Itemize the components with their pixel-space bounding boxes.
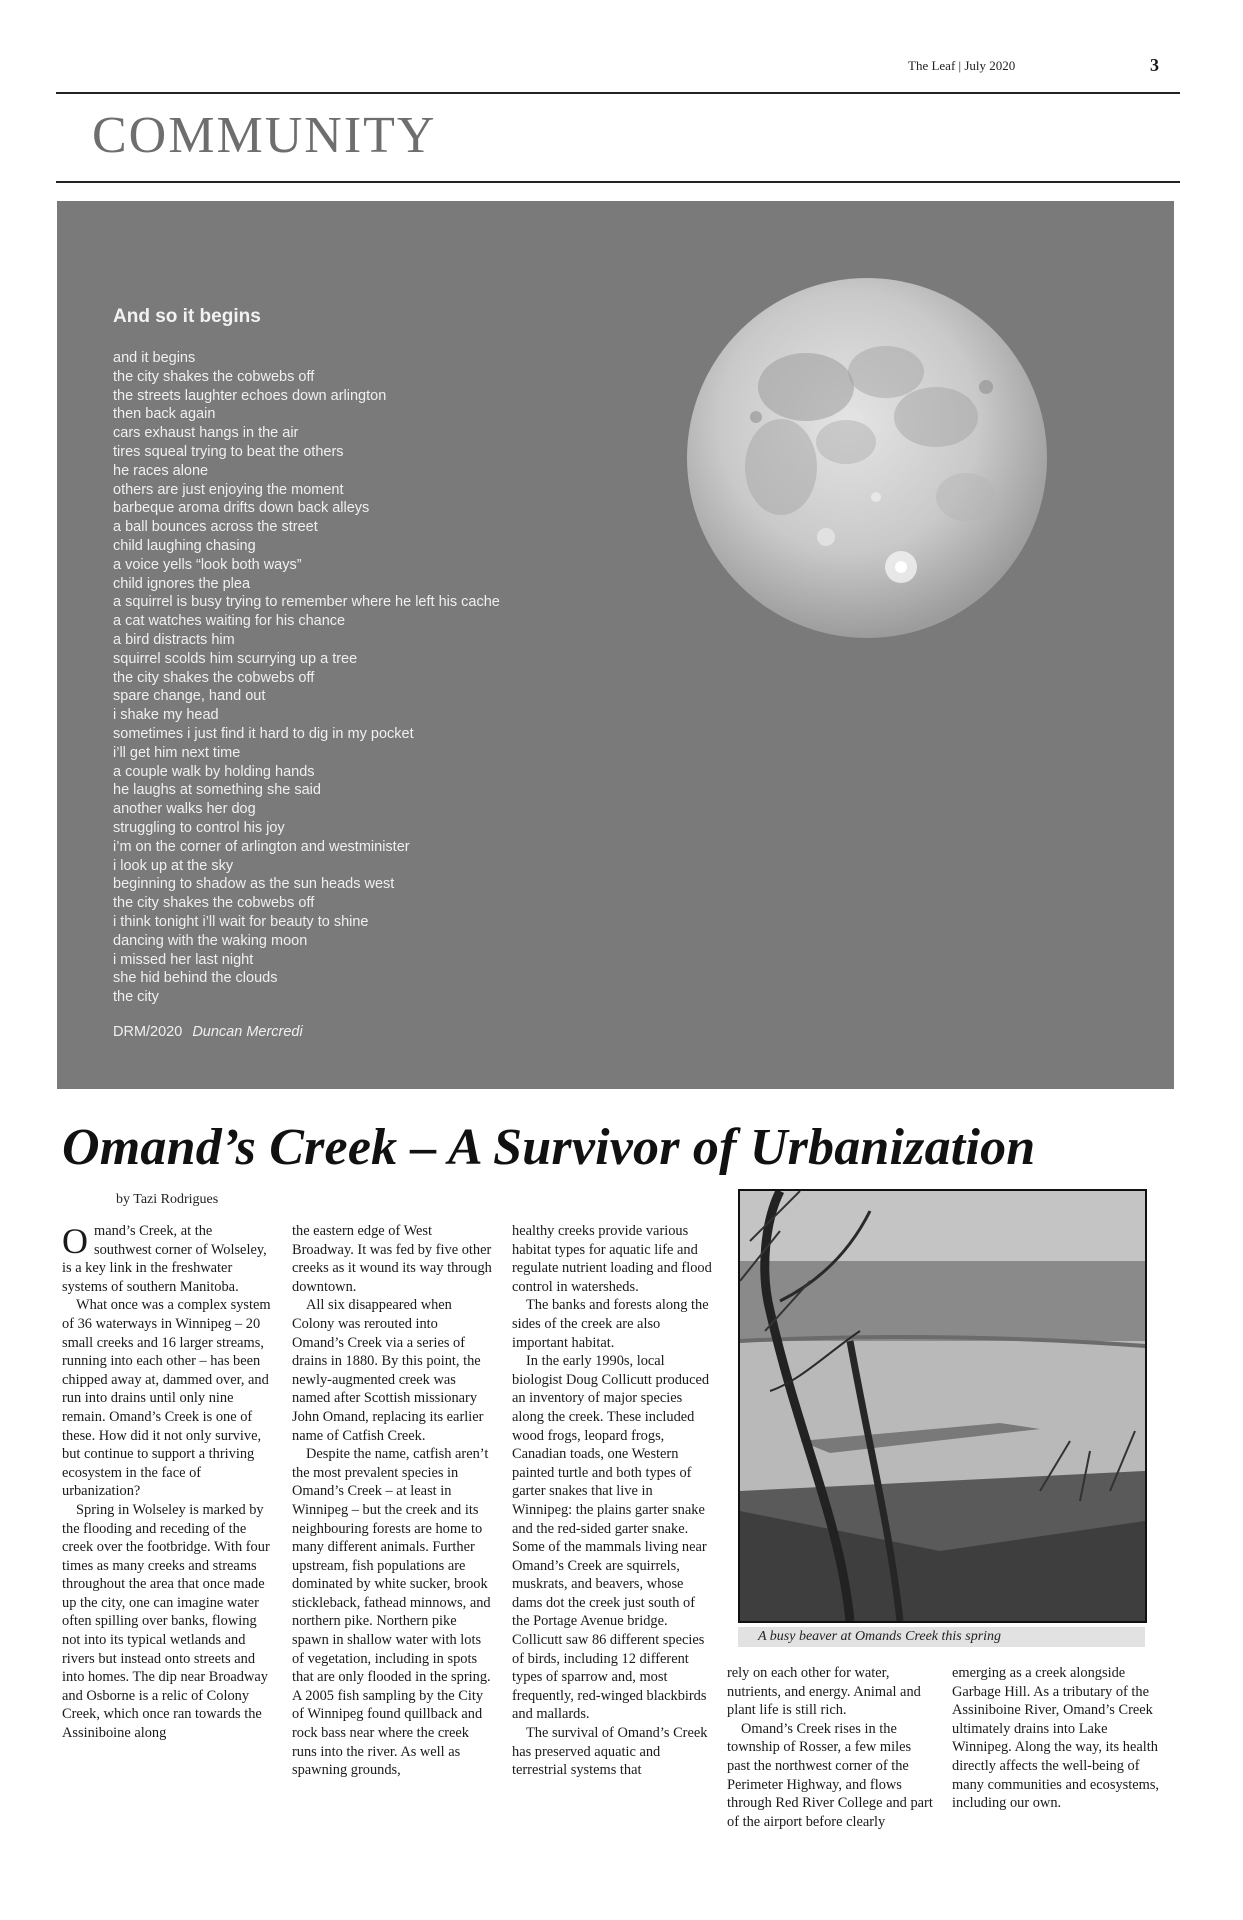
poem-line: child ignores the plea: [113, 575, 251, 592]
paragraph: The survival of Omand’s Creek has preserved aquatic and terrestrial systems that: [512, 1725, 708, 1779]
poem-line: i shake my head: [113, 707, 219, 724]
poem-line: a couple walk by holding hands: [113, 763, 315, 780]
section-rule: [56, 181, 1180, 183]
poem-line: i think tonight i’ll wait for beauty to shine: [113, 913, 369, 930]
poem-line: then back again: [113, 406, 216, 423]
poem-line: he races alone: [113, 462, 209, 479]
photo-caption: A busy beaver at Omands Creek this spring: [738, 1627, 1145, 1647]
poem-line: child laughing chasing: [113, 537, 256, 554]
poem-line: the city shakes the cobwebs off: [113, 669, 315, 686]
poem-line: a squirrel is busy trying to remember where he left his cache: [113, 594, 500, 611]
publication-date: The Leaf | July 2020: [908, 58, 1016, 73]
paragraph: emerging as a creek alongside Garbage Hill. As a tributary of the Assiniboine River, Omand’s Creek ultimately drains into Lake Winnipeg. Along the way, its health directly affects the well-being of many communities and ecosystems, including our own.: [952, 1665, 1160, 1812]
paragraph: In the early 1990s, local biologist Doug Collicutt produced an inventory of major species along the creek. These included wood frogs, leopard frogs, Canadian toads, one Western painted turtle and both types of garter snakes that live in Winnipeg: the plains garter snake and the red-sided garter snake. Some of the mammals living near Omand’s Creek are squirrels, muskrats, and beavers, whose dams dot the creek just south of the Portage Avenue bridge. Collicutt saw 86 different species of birds, including 12 different types of sparrow and, most frequently, red-winged blackbirds and mallards.: [512, 1353, 710, 1723]
poem-line: tires squeal trying to beat the others: [113, 443, 344, 460]
drop-cap: O: [62, 1221, 88, 1261]
poem-line: he laughs at something she said: [113, 782, 321, 799]
poem-credit-code: DRM/2020: [113, 1024, 183, 1040]
poem-line: the city shakes the cobwebs off: [113, 368, 315, 385]
poem-line: i’m on the corner of arlington and westminister: [113, 838, 410, 855]
poem-line: others are just enjoying the moment: [113, 481, 344, 498]
poem-line: barbeque aroma drifts down back alleys: [113, 500, 370, 517]
poem-credit: [113, 1024, 303, 1040]
poem-line: i missed her last night: [113, 951, 254, 968]
poem-line: squirrel scolds him scurrying up a tree: [113, 650, 358, 667]
poem-line: a ball bounces across the street: [113, 519, 318, 536]
article-headline: Omand’s Creek – A Survivor of Urbanization: [62, 1119, 1036, 1176]
paragraph: Omand’s Creek rises in the township of Rosser, a few miles past the northwest corner of the Perimeter Highway, and flows through Red River College and part of the airport before clearly: [727, 1720, 933, 1830]
top-rule: [56, 92, 1180, 94]
poem-line: the city: [113, 989, 159, 1006]
article-column-3: [512, 1222, 712, 1780]
article-column-2: [292, 1222, 492, 1780]
article-column-1: [62, 1222, 272, 1743]
poem-line: sometimes i just find it hard to dig in my pocket: [113, 725, 414, 742]
poem-line: struggling to control his joy: [113, 819, 285, 836]
poem-line: i’ll get him next time: [113, 744, 241, 761]
poem-line: cars exhaust hangs in the air: [113, 425, 299, 442]
poem-body: [113, 349, 713, 1007]
paragraph: All six disappeared when Colony was rerouted into Omand’s Creek via a series of drains in 1880. By this point, the newly-augmented creek was named after Scottish missionary John Omand, replacing its earlier name of Catfish Creek.: [292, 1297, 484, 1444]
poem-line: the streets laughter echoes down arlington: [113, 387, 387, 404]
paragraph: What once was a complex system of 36 waterways in Winnipeg – 20 small creeks and 16 larger streams, running into each other – has been chipped away at, dammed over, and run into drains until only nine remain. Omand’s Creek is one of these. How did it not only survive, but continue to support a thriving ecosystem in the face of urbanization?: [62, 1297, 271, 1500]
beaver-creek-photo: [738, 1189, 1147, 1623]
poem-line: spare change, hand out: [113, 688, 266, 705]
poem-line: a bird distracts him: [113, 631, 235, 648]
section-title: COMMUNITY: [92, 107, 437, 164]
poem-line: a cat watches waiting for his chance: [113, 613, 346, 630]
poem-line: the city shakes the cobwebs off: [113, 895, 315, 912]
poem-line: i look up at the sky: [113, 857, 234, 874]
page-number: 3: [1150, 55, 1159, 75]
poem-author: Duncan Mercredi: [192, 1024, 303, 1040]
poem-line: beginning to shadow as the sun heads west: [113, 876, 395, 893]
paragraph: healthy creeks provide various habitat types for aquatic life and regulate nutrient loading and flood control in watersheds.: [512, 1223, 712, 1295]
article-byline: by Tazi Rodrigues: [116, 1192, 219, 1207]
poem-line: she hid behind the clouds: [113, 970, 278, 987]
poem-line: a voice yells “look both ways”: [113, 556, 302, 573]
poem-line: and it begins: [113, 350, 196, 366]
full-moon-image: [686, 277, 1048, 639]
poem-line: dancing with the waking moon: [113, 932, 308, 949]
article-column-4: [727, 1664, 937, 1831]
paragraph: the eastern edge of West Broadway. It was fed by five other creeks as it wound its way through downtown.: [292, 1223, 492, 1295]
paragraph: mand’s Creek, at the southwest corner of Wolseley, is a key link in the freshwater systems of southern Manitoba.: [62, 1223, 267, 1295]
article-column-5: [952, 1664, 1162, 1813]
poem-line: another walks her dog: [113, 801, 256, 818]
paragraph: Despite the name, catfish aren’t the most prevalent species in Omand’s Creek – at least in Winnipeg – but the creek and its neighbouring forests are home to many different animals. Further upstream, fish populations are dominated by white sucker, brook stickleback, fathead minnows, and northern pike. Northern pike spawn in shallow water with lots of vegetation, including in spots that are only flooded in the spring. A 2005 fish sampling by the City of Winnipeg found quillback and rock bass near where the creek runs into the river. As well as spawning grounds,: [292, 1446, 491, 1779]
poem-title: And so it begins: [113, 306, 261, 327]
paragraph: Spring in Wolseley is marked by the flooding and receding of the creek over the footbridge. With four times as many creeks and streams throughout the area that once made up the city, one can imagine water often spilling over banks, flowing not into its typical wetlands and rivers but instead onto streets and into homes. The dip near Broadway and Osborne is a relic of Colony Creek, which once ran towards the Assiniboine along: [62, 1501, 270, 1742]
paragraph: rely on each other for water, nutrients, and energy. Animal and plant life is still rich.: [727, 1665, 921, 1719]
paragraph: The banks and forests along the sides of the creek are also important habitat.: [512, 1297, 709, 1351]
